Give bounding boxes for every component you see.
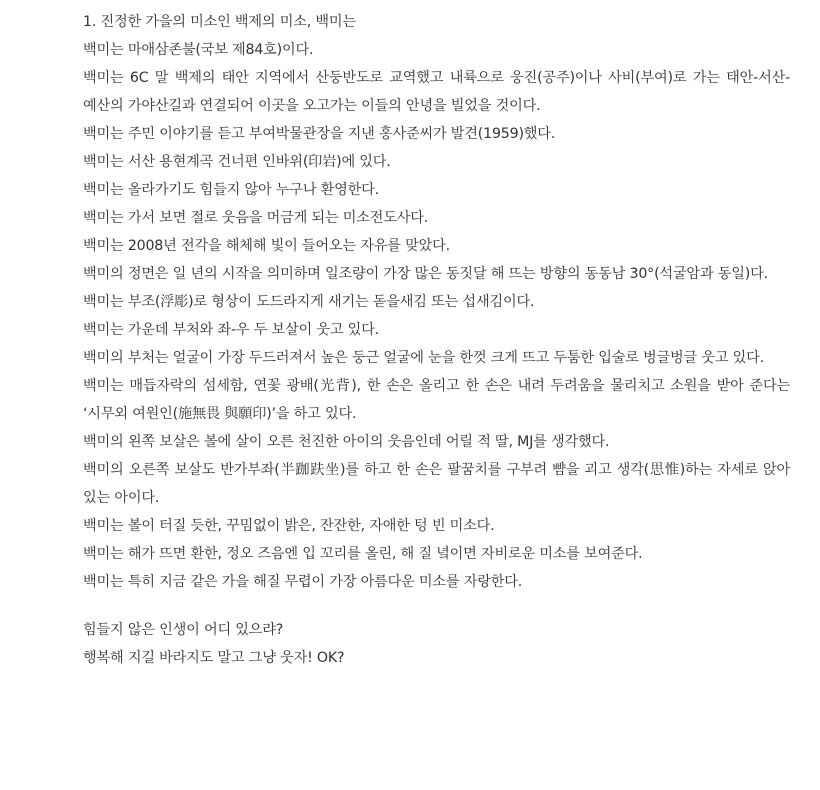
text-line: 백미는 마애삼존불(국보 제84호)이다.: [83, 42, 314, 58]
paragraph-gap: [83, 596, 790, 616]
closing-line: 행복해 지길 바라지도 말고 그냥 웃자! OK?: [83, 650, 345, 666]
closing-line: 힘들지 않은 인생이 어디 있으랴?: [83, 622, 284, 638]
text-line: 백미는 2008년 전각을 해체해 빛이 들어오는 자유를 맞았다.: [83, 238, 450, 254]
heading-line: 1. 진정한 가을의 미소인 백제의 미소, 백미는: [83, 14, 356, 30]
text-line: 백미는 해가 뜨면 환한, 정오 즈음엔 입 꼬리를 올린, 해 질 녘이면 자비로운 미소를 보여준다.: [83, 546, 643, 562]
text-line: 백미는 주민 이야기를 듣고 부여박물관장을 지낸 홍사준씨가 발견(1959)했다.: [83, 126, 556, 142]
text-line: 백미는 특히 지금 같은 가을 해질 무렵이 가장 아름다운 미소를 자랑한다.: [83, 574, 523, 590]
text-line: 백미는 가운데 부처와 좌-우 두 보살이 웃고 있다.: [83, 322, 379, 338]
text-line: 백미의 왼쪽 보살은 볼에 살이 오른 천진한 아이의 웃음인데 어릴 적 딸, MJ를 생각했다.: [83, 434, 610, 450]
text-line: 백미는 매듭자락의 섬세함, 연꽃 광배(光背), 한 손은 올리고 한 손은 내려 두려움을 물리치고 소원을 받아 준다는 ‘시무외 여원인(施無畏 與願印)’을 하고 있다.: [83, 378, 790, 422]
text-line: 백미는 가서 보면 절로 웃음을 머금게 되는 미소전도사다.: [83, 210, 429, 226]
text-line: 백미의 정면은 일 년의 시작을 의미하며 일조량이 가장 많은 동짓달 해 뜨는 방향의 동동남 30°(석굴암과 동일)다.: [83, 266, 768, 282]
text-line: 백미는 부조(浮彫)로 형상이 도드라지게 새기는 돋을새김 또는 섭새김이다.: [83, 294, 535, 310]
text-line: 백미는 올라가기도 힘들지 않아 누구나 환영한다.: [83, 182, 379, 198]
text-line: 백미의 부처는 얼굴이 가장 두드러져서 높은 둥근 얼굴에 눈을 한껏 크게 뜨고 두툼한 입술로 벙글벙글 웃고 있다.: [83, 350, 765, 366]
text-line: 백미는 볼이 터질 듯한, 꾸밈없이 밝은, 잔잔한, 자애한 텅 빈 미소다.: [83, 518, 495, 534]
text-line: 백미의 오른쪽 보살도 반가부좌(半跏趺坐)를 하고 한 손은 팔꿈치를 구부려 뺨을 괴고 생각(思惟)하는 자세로 앉아 있는 아이다.: [83, 462, 790, 506]
text-line: 백미는 6C 말 백제의 태안 지역에서 산둥반도로 교역했고 내륙으로 웅진(공주)이나 사비(부여)로 가는 태안-서산-예산의 가야산길과 연결되어 이곳을 오고가는 이들의 안녕을 빌었을 것이다.: [83, 70, 790, 114]
text-line: 백미는 서산 용현계곡 건너편 인바위(印岩)에 있다.: [83, 154, 391, 170]
